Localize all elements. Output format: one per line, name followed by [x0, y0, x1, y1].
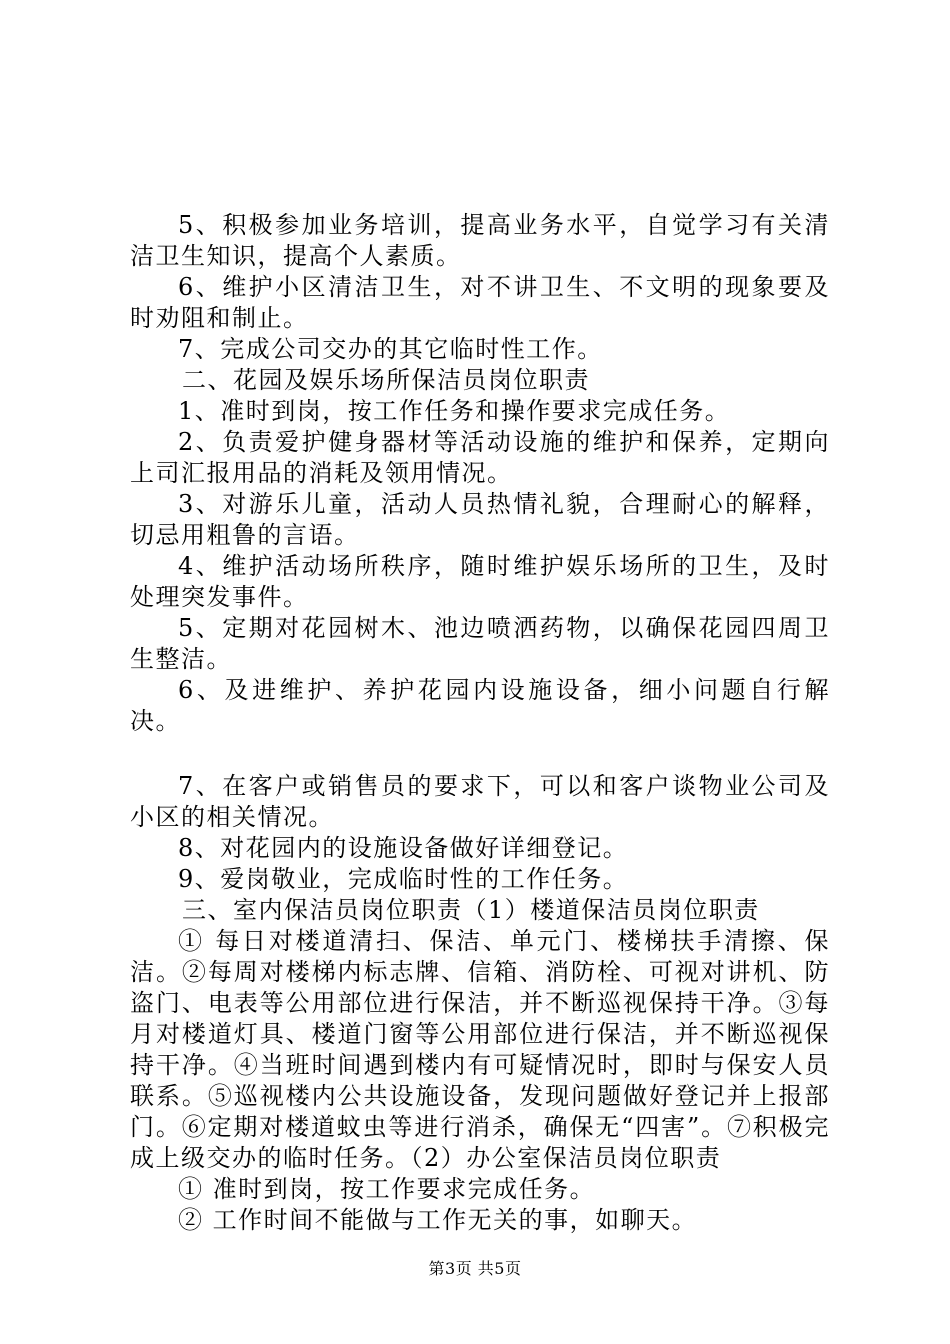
- page-footer: 第3页 共5页: [428, 1259, 522, 1278]
- paragraph: 5、定期对花园树木、池边喷洒药物，以确保花园四周卫生整洁。: [130, 614, 830, 673]
- paragraph: 4、维护活动场所秩序，随时维护娱乐场所的卫生，及时处理突发事件。: [130, 552, 830, 611]
- paragraph: 6、维护小区清洁卫生，对不讲卫生、不文明的现象要及时劝阻和制止。: [130, 273, 830, 332]
- section-heading: 三、室内保洁员岗位职责（1）楼道保洁员岗位职责: [182, 896, 760, 924]
- paragraph: ① 准时到岗，按工作要求完成任务。: [178, 1175, 596, 1203]
- paragraph: 7、在客户或销售员的要求下，可以和客户谈物业公司及小区的相关情况。: [130, 772, 830, 831]
- paragraph: ① 每日对楼道清扫、保洁、单元门、楼梯扶手清擦、保洁。②每周对楼梯内标志牌、信箱、消防栓、可视对讲机、防盗门、电表等公用部位进行保洁，并不断巡视保持干净。③每月对楼道灯具、楼道门窗等公用部位进行保洁，并不断巡视保持干净。④当班时间遇到楼内有可疑情况时，即时与保安人员联系。⑤巡视楼内公共设施设备，发现问题做好登记并上报部门。⑥定期对楼道蚊虫等进行消杀，确保无“四害”。⑦积极完成上级交办的临时任务。（2）办公室保洁员岗位职责: [130, 927, 830, 1172]
- paragraph: 8、对花园内的设施设备做好详细登记。: [178, 834, 629, 862]
- paragraph: ② 工作时间不能做与工作无关的事，如聊天。: [178, 1206, 698, 1234]
- paragraph: 1、准时到岗，按工作任务和操作要求完成任务。: [178, 397, 731, 425]
- paragraph: 6、及进维护、养护花园内设施设备，细小问题自行解决。: [130, 676, 830, 735]
- paragraph: 7、完成公司交办的其它临时性工作。: [178, 335, 603, 363]
- paragraph: 2、负责爱护健身器材等活动设施的维护和保养，定期向上司汇报用品的消耗及领用情况。: [130, 428, 830, 487]
- section-heading: 二、花园及娱乐场所保洁员岗位职责: [182, 366, 590, 394]
- paragraph: 3、对游乐儿童，活动人员热情礼貌，合理耐心的解释，切忌用粗鲁的言语。: [130, 490, 830, 549]
- paragraph: 9、爱岗敬业，完成临时性的工作任务。: [178, 865, 629, 893]
- document-body: [130, 210, 830, 1236]
- paragraph: 5、积极参加业务培训，提高业务水平，自觉学习有关清洁卫生知识，提高个人素质。: [130, 211, 830, 270]
